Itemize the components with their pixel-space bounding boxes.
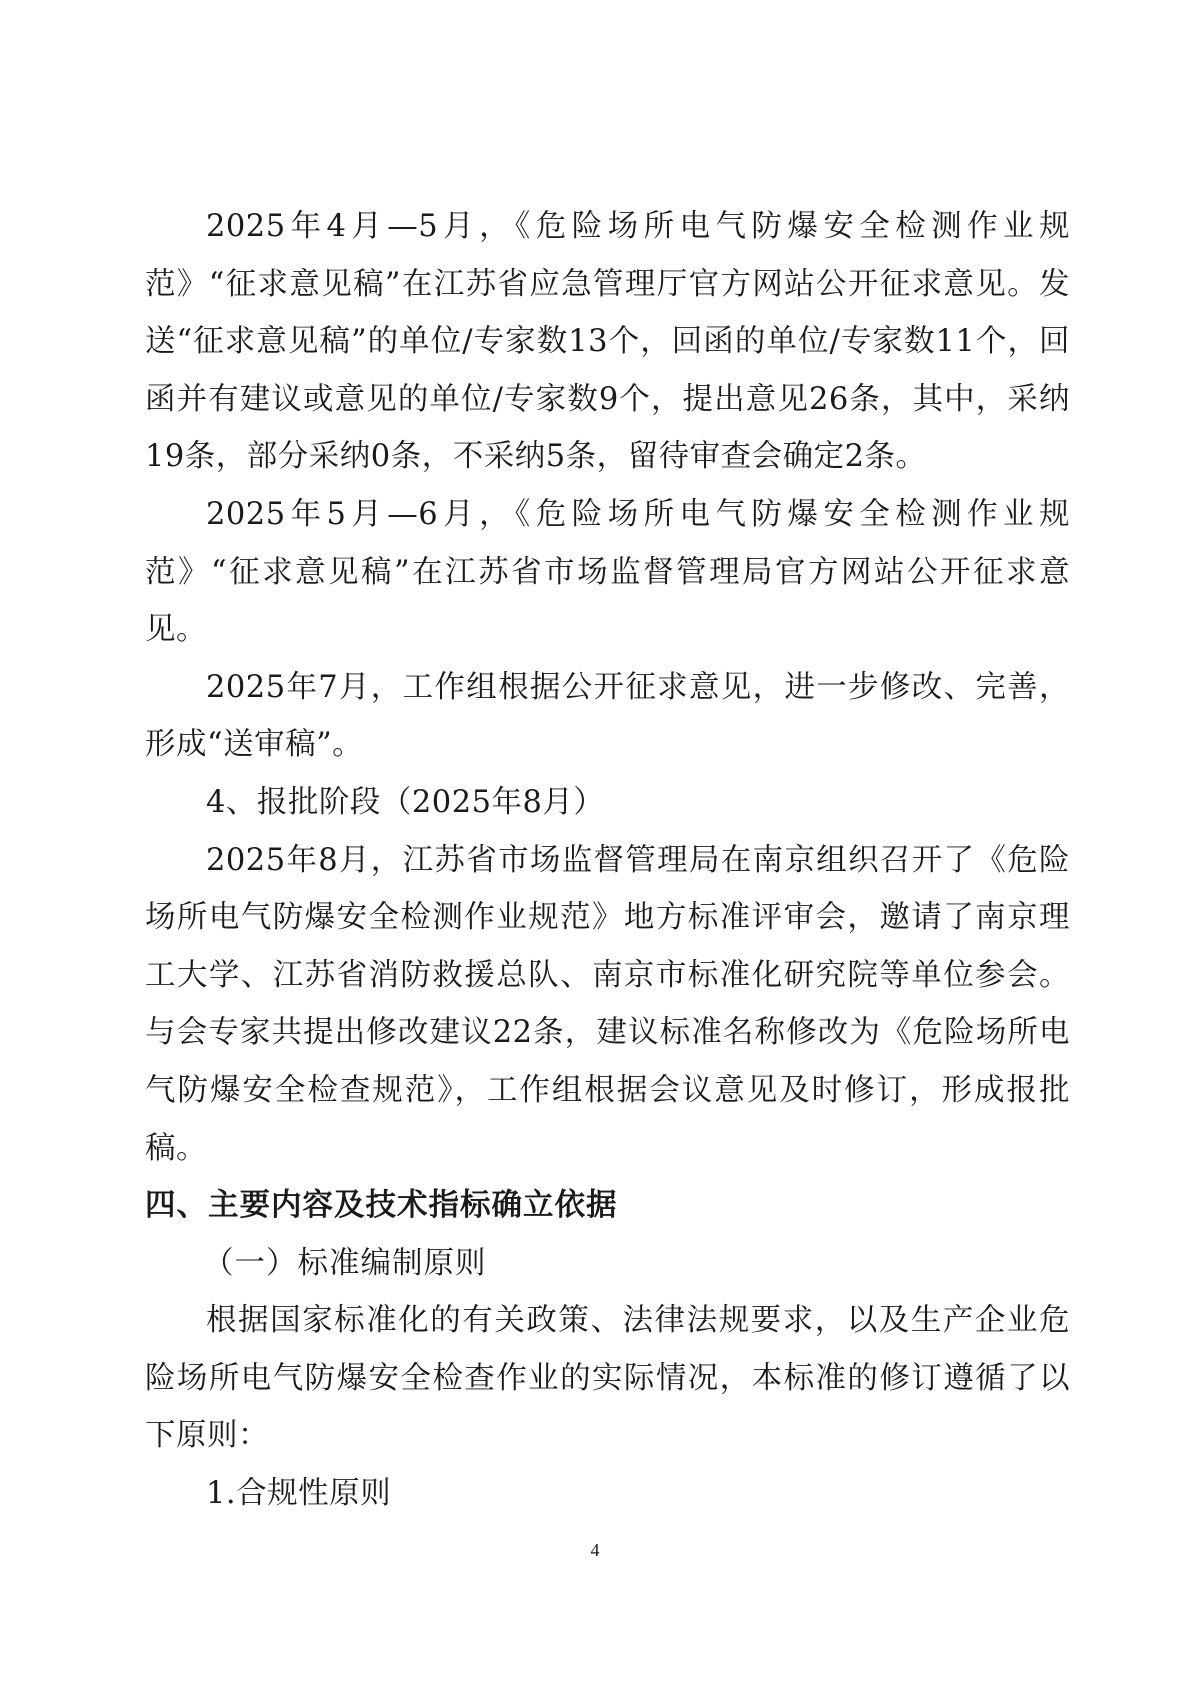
paragraph-approval-stage: 4、报批阶段（2025年8月） xyxy=(206,784,605,820)
document-body xyxy=(145,198,1070,1523)
sub-heading: （一）标准编制原则 xyxy=(203,1245,487,1281)
paragraph-principles-intro: 根据国家标准化的有关政策、法律法规要求，以及生产企业危险场所电气防爆安全检查作业的实际情况，本标准的修订遵循了以下原则： xyxy=(145,1303,1070,1454)
paragraph-review-meeting: 2025年8月，江苏省市场监督管理局在南京组织召开了《危险场所电气防爆安全检测作业规范》地方标准评审会，邀请了南京理工大学、江苏省消防救援总队、南京市标准化研究院等单位参会。与会专家共提出修改建议22条，建议标准名称修改为《危险场所电气防爆安全检查规范》，工作组根据会议意见及时修订，形成报批稿。 xyxy=(145,842,1070,1166)
section-heading: 四、主要内容及技术指标确立依据 xyxy=(145,1188,618,1224)
page-number: 4 xyxy=(590,1540,600,1560)
paragraph-review-draft: 2025年7月，工作组根据公开征求意见，进一步修改、完善，形成“送审稿”。 xyxy=(145,669,1070,763)
paragraph-solicitation-market-bureau: 2025年5月—6月，《危险场所电气防爆安全检测作业规范》“征求意见稿”在江苏省市场监督管理局官方网站公开征求意见。 xyxy=(145,496,1070,648)
paragraph-compliance-principle: 1.合规性原则 xyxy=(206,1476,392,1512)
paragraph-solicitation-emergency-dept: 2025年4月—5月，《危险场所电气防爆安全检测作业规范》“征求意见稿”在江苏省应急管理厅官方网站公开征求意见。发送“征求意见稿”的单位/专家数13个，回函的单位/专家数11个，回函并有建议或意见的单位/专家数9个，提出意见26条，其中，采纳19条，部分采纳0条，不采纳5条，留待审查会确定2条。 xyxy=(145,209,1070,475)
